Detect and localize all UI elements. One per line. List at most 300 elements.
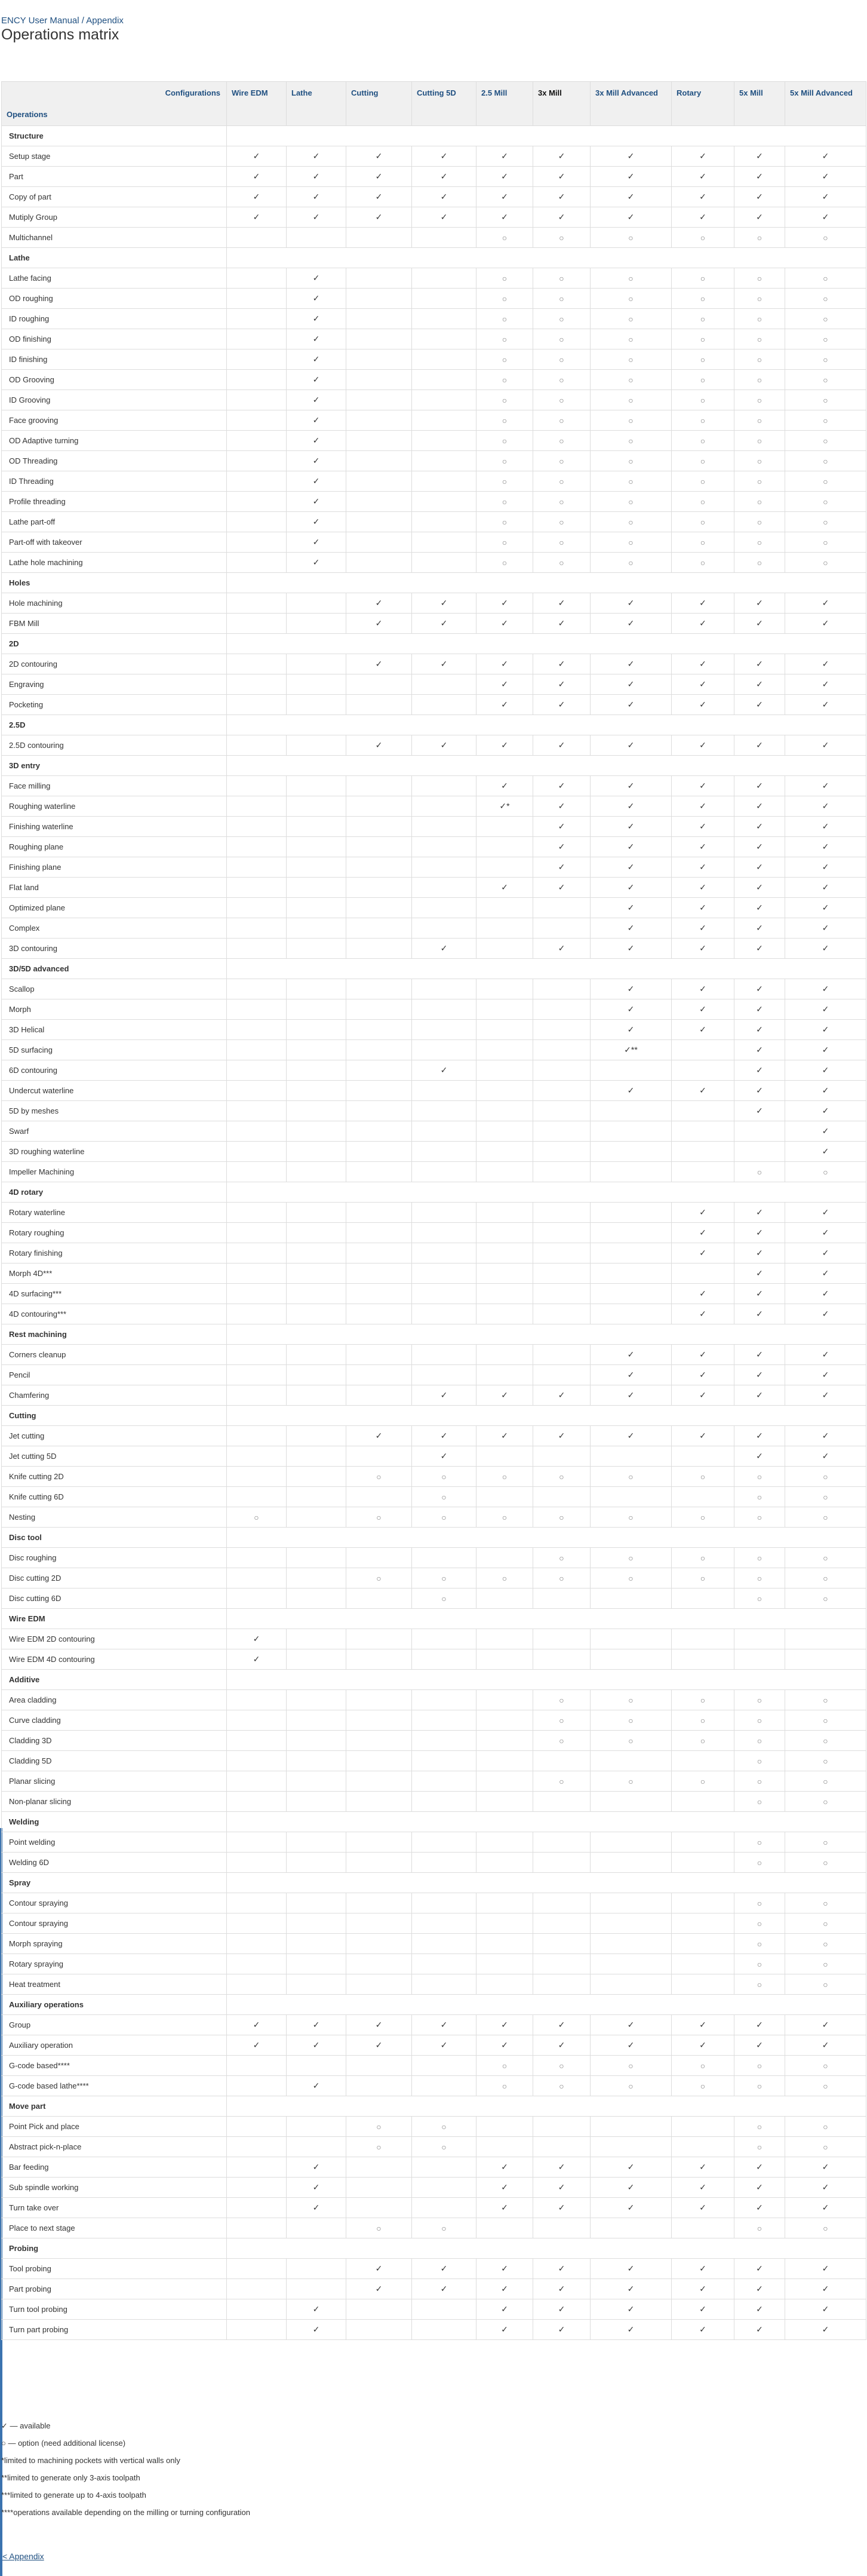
breadcrumb-link-appendix[interactable]: Appendix bbox=[86, 16, 124, 26]
cell-available-mark: ✓ bbox=[672, 979, 734, 999]
section-row bbox=[2, 1812, 866, 1832]
operation-name: Wire EDM 4D contouring bbox=[2, 1649, 227, 1670]
cell-empty bbox=[287, 817, 346, 837]
cell-available-mark: ✓ bbox=[287, 451, 346, 471]
cell-available-mark: ✓ bbox=[287, 2320, 346, 2340]
cell-option-mark: ○ bbox=[533, 512, 591, 532]
cell-empty bbox=[227, 1792, 287, 1812]
cell-available-mark: ✓ bbox=[476, 2178, 533, 2198]
cell-option-mark: ○ bbox=[533, 370, 591, 390]
operation-name: Face grooving bbox=[2, 410, 227, 431]
cell-empty bbox=[227, 796, 287, 817]
cell-empty bbox=[412, 1934, 476, 1954]
cell-empty bbox=[734, 1121, 785, 1142]
cell-option-mark: ○ bbox=[533, 492, 591, 512]
cell-empty bbox=[591, 1893, 672, 1913]
cell-empty bbox=[591, 1853, 672, 1873]
cell-empty bbox=[227, 1487, 287, 1507]
cell-available-mark: ✓ bbox=[476, 2198, 533, 2218]
cell-available-mark: ✓ bbox=[785, 146, 866, 167]
cell-available-mark: ✓ bbox=[672, 2299, 734, 2320]
cell-empty bbox=[672, 1974, 734, 1995]
cell-option-mark: ○ bbox=[533, 1548, 591, 1568]
cell-empty bbox=[591, 1446, 672, 1467]
cell-empty bbox=[412, 1853, 476, 1873]
cell-empty bbox=[227, 2178, 287, 2198]
cell-empty bbox=[287, 228, 346, 248]
cell-available-mark: ✓ bbox=[734, 2015, 785, 2035]
cell-available-mark: ✓ bbox=[672, 898, 734, 918]
cell-empty bbox=[287, 1223, 346, 1243]
table-row bbox=[2, 1731, 866, 1751]
cell-empty bbox=[287, 776, 346, 796]
cell-option-mark: ○ bbox=[734, 532, 785, 553]
cell-empty bbox=[227, 1710, 287, 1731]
cell-available-mark: ✓ bbox=[591, 898, 672, 918]
cell-available-mark: ✓** bbox=[591, 1040, 672, 1060]
operation-name: Finishing waterline bbox=[2, 817, 227, 837]
operation-name: Rotary finishing bbox=[2, 1243, 227, 1264]
operation-name: Contour spraying bbox=[2, 1893, 227, 1913]
cell-available-mark: ✓ bbox=[227, 1649, 287, 1670]
cell-empty bbox=[346, 2157, 412, 2178]
cell-available-mark: ✓ bbox=[287, 329, 346, 349]
cell-available-mark: ✓ bbox=[533, 2178, 591, 2198]
header-row-operations bbox=[2, 104, 866, 126]
section-spacer bbox=[227, 1182, 866, 1203]
cell-empty bbox=[287, 939, 346, 959]
cell-empty bbox=[591, 1060, 672, 1081]
cell-available-mark: ✓ bbox=[287, 492, 346, 512]
cell-option-mark: ○ bbox=[734, 268, 785, 289]
cell-empty bbox=[591, 1832, 672, 1853]
cell-empty bbox=[346, 289, 412, 309]
operation-name: Non-planar slicing bbox=[2, 1792, 227, 1812]
cell-empty bbox=[476, 939, 533, 959]
operation-name: Disc cutting 6D bbox=[2, 1588, 227, 1609]
cell-available-mark: ✓ bbox=[227, 2035, 287, 2056]
header-spacer bbox=[227, 104, 287, 126]
cell-available-mark: ✓ bbox=[533, 2299, 591, 2320]
cell-option-mark: ○ bbox=[533, 268, 591, 289]
section-title: 2.5D bbox=[2, 715, 227, 735]
table-row bbox=[2, 878, 866, 898]
cell-empty bbox=[533, 1629, 591, 1649]
cell-option-mark: ○ bbox=[476, 1507, 533, 1528]
cell-empty bbox=[227, 1548, 287, 1568]
cell-empty bbox=[287, 1365, 346, 1385]
cell-empty bbox=[591, 1284, 672, 1304]
section-row bbox=[2, 248, 866, 268]
cell-empty bbox=[591, 1954, 672, 1974]
cell-empty bbox=[412, 2056, 476, 2076]
operation-name: G-code based**** bbox=[2, 2056, 227, 2076]
cell-available-mark: ✓ bbox=[476, 735, 533, 756]
cell-available-mark: ✓ bbox=[287, 532, 346, 553]
cell-empty bbox=[287, 1771, 346, 1792]
operation-name: Lathe part-off bbox=[2, 512, 227, 532]
table-row bbox=[2, 1223, 866, 1243]
table-row bbox=[2, 918, 866, 939]
table-row bbox=[2, 2137, 866, 2157]
cell-option-mark: ○ bbox=[734, 2137, 785, 2157]
cell-available-mark: ✓ bbox=[672, 654, 734, 674]
cell-empty bbox=[476, 1487, 533, 1507]
cell-option-mark: ○ bbox=[734, 1832, 785, 1853]
cell-available-mark: ✓ bbox=[533, 207, 591, 228]
cell-option-mark: ○ bbox=[785, 228, 866, 248]
cell-option-mark: ○ bbox=[591, 349, 672, 370]
cell-available-mark: ✓ bbox=[287, 268, 346, 289]
cell-empty bbox=[227, 979, 287, 999]
operation-name: Rotary roughing bbox=[2, 1223, 227, 1243]
cell-option-mark: ○ bbox=[734, 431, 785, 451]
cell-empty bbox=[287, 1751, 346, 1771]
section-title: Rest machining bbox=[2, 1324, 227, 1345]
cell-available-mark: ✓ bbox=[412, 1426, 476, 1446]
cell-empty bbox=[672, 1649, 734, 1670]
cell-empty bbox=[412, 451, 476, 471]
cell-empty bbox=[346, 471, 412, 492]
cell-empty bbox=[227, 1060, 287, 1081]
section-row bbox=[2, 1406, 866, 1426]
cell-available-mark: ✓ bbox=[227, 2015, 287, 2035]
cell-empty bbox=[672, 1142, 734, 1162]
cell-empty bbox=[346, 1223, 412, 1243]
cell-empty bbox=[287, 898, 346, 918]
table-row bbox=[2, 1020, 866, 1040]
cell-available-mark: ✓ bbox=[591, 614, 672, 634]
cell-empty bbox=[227, 1121, 287, 1142]
cell-available-mark: ✓ bbox=[785, 878, 866, 898]
cell-option-mark: ○ bbox=[734, 1731, 785, 1751]
table-row bbox=[2, 512, 866, 532]
cell-available-mark: ✓ bbox=[227, 1629, 287, 1649]
cell-available-mark: ✓ bbox=[476, 2157, 533, 2178]
cell-option-mark: ○ bbox=[734, 2076, 785, 2096]
cell-available-mark: ✓ bbox=[734, 167, 785, 187]
cell-empty bbox=[287, 1913, 346, 1934]
operation-name: 3D roughing waterline bbox=[2, 1142, 227, 1162]
operation-name: Abstract pick-n-place bbox=[2, 2137, 227, 2157]
cell-empty bbox=[287, 1487, 346, 1507]
section-spacer bbox=[227, 1609, 866, 1629]
table-row bbox=[2, 2015, 866, 2035]
section-spacer bbox=[227, 2238, 866, 2259]
cell-empty bbox=[227, 654, 287, 674]
cell-option-mark: ○ bbox=[785, 553, 866, 573]
cell-available-mark: ✓ bbox=[412, 2279, 476, 2299]
cell-available-mark: ✓ bbox=[591, 735, 672, 756]
cell-empty bbox=[412, 918, 476, 939]
cell-available-mark: ✓ bbox=[591, 674, 672, 695]
cell-empty bbox=[672, 1934, 734, 1954]
cell-available-mark: ✓ bbox=[672, 735, 734, 756]
cell-available-mark: ✓ bbox=[412, 1446, 476, 1467]
cell-available-mark: ✓ bbox=[476, 776, 533, 796]
operation-name: Disc roughing bbox=[2, 1548, 227, 1568]
cell-empty bbox=[346, 1121, 412, 1142]
breadcrumb bbox=[1, 16, 124, 26]
cell-empty bbox=[346, 674, 412, 695]
column-header-cutting-5d: Cutting 5D bbox=[412, 82, 476, 104]
cell-available-mark: ✓ bbox=[533, 614, 591, 634]
cell-option-mark: ○ bbox=[734, 451, 785, 471]
table-row bbox=[2, 1081, 866, 1101]
cell-available-mark: ✓ bbox=[591, 2035, 672, 2056]
operation-name: Welding 6D bbox=[2, 1853, 227, 1873]
cell-option-mark: ○ bbox=[734, 289, 785, 309]
cell-available-mark: ✓ bbox=[785, 1264, 866, 1284]
cell-option-mark: ○ bbox=[734, 492, 785, 512]
cell-empty bbox=[346, 1385, 412, 1406]
cell-option-mark: ○ bbox=[346, 1507, 412, 1528]
cell-option-mark: ○ bbox=[346, 2117, 412, 2137]
section-title: Structure bbox=[2, 126, 227, 146]
header-spacer bbox=[785, 104, 866, 126]
cell-option-mark: ○ bbox=[734, 1588, 785, 1609]
operation-name: Hole machining bbox=[2, 593, 227, 614]
cell-empty bbox=[412, 2320, 476, 2340]
cell-available-mark: ✓ bbox=[533, 857, 591, 878]
cell-empty bbox=[672, 1629, 734, 1649]
cell-empty bbox=[533, 1284, 591, 1304]
cell-available-mark: ✓ bbox=[476, 207, 533, 228]
cell-option-mark: ○ bbox=[672, 309, 734, 329]
cell-empty bbox=[346, 1264, 412, 1284]
operation-name: OD Adaptive turning bbox=[2, 431, 227, 451]
cell-available-mark: ✓ bbox=[672, 2198, 734, 2218]
cell-empty bbox=[227, 857, 287, 878]
cell-empty bbox=[533, 999, 591, 1020]
cell-available-mark: ✓ bbox=[476, 187, 533, 207]
cell-available-mark: ✓* bbox=[476, 796, 533, 817]
cell-available-mark: ✓ bbox=[785, 2320, 866, 2340]
cell-available-mark: ✓ bbox=[412, 167, 476, 187]
cell-available-mark: ✓ bbox=[785, 1060, 866, 1081]
cell-empty bbox=[287, 999, 346, 1020]
cell-empty bbox=[287, 1345, 346, 1365]
table-row bbox=[2, 1040, 866, 1060]
operation-name: Jet cutting bbox=[2, 1426, 227, 1446]
cell-empty bbox=[346, 2320, 412, 2340]
table-row bbox=[2, 1385, 866, 1406]
cell-empty bbox=[672, 1954, 734, 1974]
cell-empty bbox=[476, 1792, 533, 1812]
section-spacer bbox=[227, 126, 866, 146]
cell-available-mark: ✓ bbox=[346, 146, 412, 167]
cell-available-mark: ✓ bbox=[734, 857, 785, 878]
table-row bbox=[2, 1162, 866, 1182]
cell-option-mark: ○ bbox=[734, 1954, 785, 1974]
cell-available-mark: ✓ bbox=[734, 1345, 785, 1365]
table-row bbox=[2, 2320, 866, 2340]
cell-available-mark: ✓ bbox=[785, 817, 866, 837]
cell-available-mark: ✓ bbox=[785, 1121, 866, 1142]
cell-option-mark: ○ bbox=[672, 553, 734, 573]
cell-empty bbox=[412, 776, 476, 796]
table-row bbox=[2, 370, 866, 390]
cell-empty bbox=[412, 817, 476, 837]
cell-available-mark: ✓ bbox=[591, 654, 672, 674]
cell-empty bbox=[346, 431, 412, 451]
cell-empty bbox=[227, 2218, 287, 2238]
cell-empty bbox=[346, 2299, 412, 2320]
cell-available-mark: ✓ bbox=[476, 2299, 533, 2320]
operation-name: Wire EDM 2D contouring bbox=[2, 1629, 227, 1649]
cell-empty bbox=[476, 999, 533, 1020]
section-title: 4D rotary bbox=[2, 1182, 227, 1203]
cell-option-mark: ○ bbox=[785, 1913, 866, 1934]
cell-option-mark: ○ bbox=[734, 349, 785, 370]
header-spacer bbox=[672, 104, 734, 126]
section-row bbox=[2, 634, 866, 654]
table-row bbox=[2, 553, 866, 573]
cell-available-mark: ✓ bbox=[591, 1385, 672, 1406]
operation-name: Place to next stage bbox=[2, 2218, 227, 2238]
cell-empty bbox=[672, 1264, 734, 1284]
cell-available-mark: ✓ bbox=[785, 1243, 866, 1264]
cell-empty bbox=[476, 1162, 533, 1182]
cell-empty bbox=[533, 1446, 591, 1467]
cell-empty bbox=[227, 1934, 287, 1954]
cell-empty bbox=[412, 1792, 476, 1812]
cell-empty bbox=[227, 1264, 287, 1284]
header-spacer bbox=[476, 104, 533, 126]
cell-empty bbox=[227, 2076, 287, 2096]
cell-option-mark: ○ bbox=[672, 410, 734, 431]
operation-name: Point Pick and place bbox=[2, 2117, 227, 2137]
cell-empty bbox=[287, 1020, 346, 1040]
cell-option-mark: ○ bbox=[476, 410, 533, 431]
cell-option-mark: ○ bbox=[734, 1548, 785, 1568]
operation-name: Rotary waterline bbox=[2, 1203, 227, 1223]
cell-available-mark: ✓ bbox=[672, 1081, 734, 1101]
cell-option-mark: ○ bbox=[533, 1710, 591, 1731]
section-row bbox=[2, 1995, 866, 2015]
cell-empty bbox=[785, 1629, 866, 1649]
operation-name: OD finishing bbox=[2, 329, 227, 349]
header-spacer bbox=[412, 104, 476, 126]
cell-available-mark: ✓ bbox=[533, 167, 591, 187]
cell-empty bbox=[227, 1467, 287, 1487]
cell-available-mark: ✓ bbox=[346, 1426, 412, 1446]
cell-empty bbox=[227, 492, 287, 512]
cell-available-mark: ✓ bbox=[533, 2259, 591, 2279]
cell-empty bbox=[591, 2218, 672, 2238]
cell-available-mark: ✓ bbox=[287, 2076, 346, 2096]
cell-empty bbox=[672, 1060, 734, 1081]
cell-available-mark: ✓ bbox=[785, 1203, 866, 1223]
cell-option-mark: ○ bbox=[533, 471, 591, 492]
cell-empty bbox=[346, 837, 412, 857]
cell-empty bbox=[346, 1142, 412, 1162]
cell-option-mark: ○ bbox=[734, 2056, 785, 2076]
cell-option-mark: ○ bbox=[476, 1467, 533, 1487]
cell-empty bbox=[533, 1913, 591, 1934]
table-row bbox=[2, 329, 866, 349]
cell-empty bbox=[346, 390, 412, 410]
cell-empty bbox=[287, 1507, 346, 1528]
cell-available-mark: ✓ bbox=[287, 146, 346, 167]
cell-available-mark: ✓ bbox=[672, 695, 734, 715]
column-header-5x-mill: 5x Mill bbox=[734, 82, 785, 104]
cell-option-mark: ○ bbox=[672, 1467, 734, 1487]
cell-option-mark: ○ bbox=[672, 2056, 734, 2076]
cell-available-mark: ✓ bbox=[287, 2178, 346, 2198]
cell-empty bbox=[476, 918, 533, 939]
cell-empty bbox=[346, 268, 412, 289]
table-row bbox=[2, 2198, 866, 2218]
table-row bbox=[2, 654, 866, 674]
cell-option-mark: ○ bbox=[785, 1710, 866, 1731]
table-row bbox=[2, 1243, 866, 1264]
cell-empty bbox=[412, 1649, 476, 1670]
cell-available-mark: ✓ bbox=[734, 593, 785, 614]
cell-available-mark: ✓ bbox=[785, 979, 866, 999]
cell-available-mark: ✓ bbox=[785, 1101, 866, 1121]
cell-available-mark: ✓ bbox=[412, 654, 476, 674]
cell-option-mark: ○ bbox=[533, 1690, 591, 1710]
cell-empty bbox=[227, 410, 287, 431]
previous-page-link[interactable]: < Appendix bbox=[2, 2552, 44, 2561]
cell-option-mark: ○ bbox=[412, 1568, 476, 1588]
cell-empty bbox=[412, 1913, 476, 1934]
cell-available-mark: ✓ bbox=[672, 593, 734, 614]
cell-empty bbox=[476, 1731, 533, 1751]
operation-name: Cladding 3D bbox=[2, 1731, 227, 1751]
cell-empty bbox=[227, 1588, 287, 1609]
cell-empty bbox=[412, 674, 476, 695]
cell-option-mark: ○ bbox=[785, 1507, 866, 1528]
operation-name: Setup stage bbox=[2, 146, 227, 167]
table-row bbox=[2, 2056, 866, 2076]
cell-empty bbox=[227, 1974, 287, 1995]
cell-available-mark: ✓ bbox=[533, 695, 591, 715]
cell-empty bbox=[476, 1588, 533, 1609]
cell-option-mark: ○ bbox=[476, 2056, 533, 2076]
table-row bbox=[2, 1467, 866, 1487]
table-row bbox=[2, 1954, 866, 1974]
cell-empty bbox=[476, 1954, 533, 1974]
table-row bbox=[2, 289, 866, 309]
table-row bbox=[2, 2178, 866, 2198]
section-row bbox=[2, 715, 866, 735]
cell-available-mark: ✓ bbox=[672, 1426, 734, 1446]
cell-empty bbox=[227, 1751, 287, 1771]
cell-available-mark: ✓ bbox=[785, 999, 866, 1020]
cell-empty bbox=[227, 1690, 287, 1710]
breadcrumb-link-manual[interactable]: ENCY User Manual bbox=[1, 16, 79, 26]
cell-empty bbox=[287, 2218, 346, 2238]
cell-empty bbox=[227, 1446, 287, 1467]
cell-option-mark: ○ bbox=[734, 2117, 785, 2137]
cell-option-mark: ○ bbox=[476, 2076, 533, 2096]
cell-available-mark: ✓ bbox=[785, 167, 866, 187]
cell-option-mark: ○ bbox=[734, 370, 785, 390]
cell-empty bbox=[227, 2320, 287, 2340]
operation-name: Mutiply Group bbox=[2, 207, 227, 228]
cell-available-mark: ✓ bbox=[533, 2279, 591, 2299]
cell-available-mark: ✓ bbox=[476, 2035, 533, 2056]
cell-option-mark: ○ bbox=[591, 532, 672, 553]
table-row bbox=[2, 1507, 866, 1528]
cell-empty bbox=[346, 2198, 412, 2218]
cell-empty bbox=[287, 878, 346, 898]
table-row bbox=[2, 1710, 866, 1731]
cell-available-mark: ✓ bbox=[734, 2157, 785, 2178]
cell-available-mark: ✓ bbox=[533, 2320, 591, 2340]
